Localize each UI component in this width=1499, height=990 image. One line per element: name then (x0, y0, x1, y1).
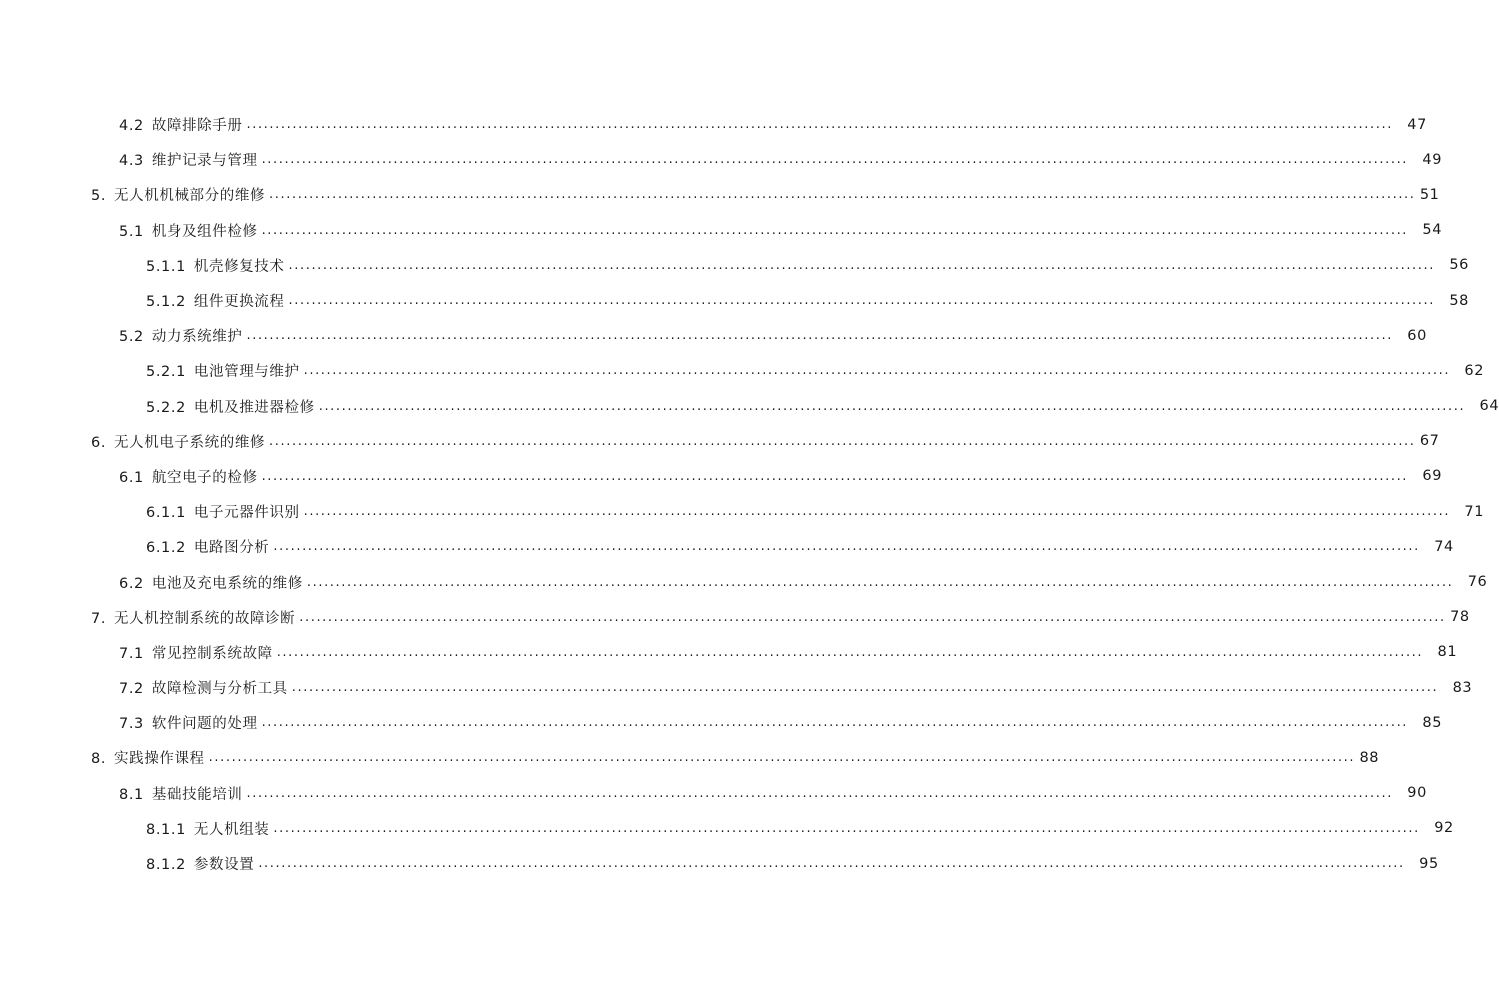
toc-entry-label (146, 255, 289, 276)
toc-entry-label (91, 747, 209, 768)
toc-entry-title: 机壳修复技术 (193, 258, 285, 275)
toc-entry-title: 动力系统维护 (151, 329, 243, 346)
toc-entry-label (119, 712, 262, 733)
toc-entry-number: 5.1 (119, 223, 144, 240)
toc-entry-number: 6.1.2 (146, 540, 186, 557)
toc-entry-number: 5.2.2 (146, 399, 186, 416)
toc-dot-leader: ........................................................................................................................................................................................................ (288, 293, 1435, 309)
toc-entry[interactable] (0, 353, 1485, 388)
toc-entry-title: 故障检测与分析工具 (151, 681, 288, 698)
toc-entry-title: 实践操作课程 (114, 751, 205, 768)
toc-entry[interactable] (0, 740, 1380, 775)
toc-dot-leader: ........................................................................................................................................................................................................ (276, 644, 1424, 660)
toc-entry-number: 4.3 (119, 153, 144, 170)
toc-dot-leader: ........................................................................................................................................................................................................ (261, 222, 1409, 238)
toc-dot-leader: ........................................................................................................................................................................................................ (246, 117, 1393, 133)
toc-entry[interactable] (0, 564, 1488, 599)
toc-entry-label (146, 360, 304, 381)
toc-entry-title: 电池及充电系统的维修 (151, 575, 303, 592)
toc-entry-number: 8.1 (119, 786, 144, 803)
toc-entry-number: 5.2 (119, 329, 144, 346)
toc-entry-title: 维护记录与管理 (151, 153, 258, 170)
toc-entry-title: 电子元器件识别 (193, 505, 300, 522)
toc-entry-label (119, 572, 307, 593)
toc-dot-leader: ........................................................................................................................................................................................................ (273, 820, 1420, 836)
toc-entry-label (146, 818, 273, 839)
toc-entry-page-number: 74 (1420, 539, 1454, 555)
toc-entry-title: 无人机组装 (193, 821, 270, 838)
toc-entry-number: 7. (91, 610, 107, 627)
toc-entry-page-number: 78 (1446, 609, 1470, 625)
toc-entry-title: 航空电子的检修 (151, 469, 258, 486)
toc-entry-page-number: 67 (1416, 433, 1440, 449)
toc-entry-title: 电池管理与维护 (193, 364, 300, 381)
toc-entry-page-number: 54 (1408, 222, 1442, 238)
toc-dot-leader: ........................................................................................................................................................................................................ (258, 856, 1405, 872)
toc-entry[interactable] (0, 705, 1443, 740)
toc-entry-number: 4.2 (119, 118, 144, 135)
toc-dot-leader: ........................................................................................................................................................................................................ (261, 468, 1409, 484)
toc-entry-number: 5.1.2 (146, 294, 186, 311)
toc-entry-number: 7.3 (119, 716, 144, 733)
toc-entry-label (119, 220, 262, 241)
toc-entry-title: 电路图分析 (193, 540, 270, 557)
toc-entry-page-number: 85 (1408, 715, 1442, 731)
toc-entry-title: 软件问题的处理 (151, 716, 258, 733)
toc-entry[interactable] (0, 424, 1440, 459)
toc-entry-label (119, 642, 277, 663)
toc-entry-label (146, 396, 319, 417)
toc-entry-label (119, 114, 246, 135)
toc-entry-number: 6.1.1 (146, 505, 186, 522)
toc-entry-label (119, 149, 262, 170)
toc-entry-title: 参数设置 (193, 857, 255, 874)
toc-entry-number: 8.1.2 (146, 857, 186, 874)
toc-dot-leader: ........................................................................................................................................................................................................ (299, 609, 1446, 625)
toc-entry-page-number: 60 (1393, 328, 1427, 344)
toc-entry-page-number: 58 (1435, 293, 1469, 309)
toc-dot-leader: ........................................................................................................................................................................................................ (261, 715, 1409, 731)
toc-dot-leader: ........................................................................................................................................................................................................ (208, 750, 1356, 766)
toc-entry-page-number: 76 (1453, 574, 1487, 590)
toc-dot-leader: ........................................................................................................................................................................................................ (246, 328, 1393, 344)
toc-entry[interactable] (0, 389, 1499, 424)
toc-entry-number: 7.2 (119, 681, 144, 698)
toc-entry-title: 无人机机械部分的维修 (114, 188, 266, 205)
toc-entry-title: 组件更换流程 (193, 294, 285, 311)
toc-dot-leader: ........................................................................................................................................................................................................ (306, 574, 1454, 590)
toc-dot-leader: ........................................................................................................................................................................................................ (288, 257, 1435, 273)
toc-entry-page-number: 71 (1450, 504, 1484, 520)
toc-entry-title: 无人机电子系统的维修 (114, 434, 266, 451)
toc-entry-page-number: 56 (1435, 257, 1469, 273)
toc-entry[interactable] (0, 776, 1427, 811)
toc-entry-page-number: 90 (1393, 785, 1427, 801)
toc-entry[interactable] (0, 283, 1469, 318)
toc-entry[interactable] (0, 494, 1485, 529)
toc-entry[interactable] (0, 318, 1427, 353)
toc-entry[interactable] (0, 670, 1473, 705)
table-of-contents (0, 107, 1499, 881)
toc-entry[interactable] (0, 213, 1443, 248)
toc-entry-label (91, 184, 269, 205)
toc-dot-leader: ........................................................................................................................................................................................................ (303, 363, 1451, 379)
toc-entry-page-number: 62 (1450, 363, 1484, 379)
toc-entry-label (146, 290, 289, 311)
toc-entry-number: 6.2 (119, 575, 144, 592)
toc-entry-title: 无人机控制系统的故障诊断 (114, 610, 296, 627)
toc-entry-page-number: 69 (1408, 468, 1442, 484)
toc-entry-number: 7.1 (119, 645, 144, 662)
toc-entry-page-number: 88 (1355, 750, 1379, 766)
toc-dot-leader: ........................................................................................................................................................................................................ (269, 187, 1416, 203)
toc-entry-label (119, 325, 246, 346)
toc-entry-page-number: 92 (1420, 820, 1454, 836)
toc-dot-leader: ........................................................................................................................................................................................................ (269, 433, 1416, 449)
toc-entry[interactable] (0, 811, 1454, 846)
toc-entry-title: 常见控制系统故障 (151, 645, 273, 662)
toc-entry[interactable] (0, 248, 1469, 283)
toc-entry-label (119, 783, 246, 804)
toc-entry-label (146, 853, 258, 874)
toc-entry-page-number: 64 (1465, 398, 1499, 414)
toc-entry-page-number: 81 (1423, 644, 1457, 660)
toc-entry-title: 基础技能培训 (151, 786, 243, 803)
toc-entry-title: 电机及推进器检修 (193, 399, 315, 416)
toc-entry-title: 机身及组件检修 (151, 223, 258, 240)
toc-entry-label (146, 501, 304, 522)
toc-entry[interactable] (0, 177, 1440, 212)
toc-entry-number: 5.1.1 (146, 258, 186, 275)
toc-entry[interactable] (0, 459, 1443, 494)
toc-entry[interactable] (0, 846, 1439, 881)
toc-entry-number: 6. (91, 434, 107, 451)
toc-entry-page-number: 83 (1438, 680, 1472, 696)
toc-entry[interactable] (0, 107, 1427, 142)
toc-entry-number: 6.1 (119, 469, 144, 486)
toc-entry-label (119, 677, 292, 698)
toc-entry-page-number: 49 (1408, 152, 1442, 168)
toc-entry-title: 故障排除手册 (151, 118, 243, 135)
toc-dot-leader: ........................................................................................................................................................................................................ (291, 680, 1439, 696)
toc-entry-page-number: 51 (1416, 187, 1440, 203)
toc-entry-page-number: 95 (1405, 856, 1439, 872)
toc-entry-number: 8.1.1 (146, 821, 186, 838)
toc-entry-page-number: 47 (1393, 117, 1427, 133)
toc-entry-label (146, 536, 273, 557)
toc-entry[interactable] (0, 635, 1458, 670)
toc-dot-leader: ........................................................................................................................................................................................................ (261, 152, 1409, 168)
toc-entry-number: 8. (91, 751, 107, 768)
toc-entry-label (119, 466, 262, 487)
toc-entry-label (91, 607, 299, 628)
toc-dot-leader: ........................................................................................................................................................................................................ (303, 504, 1451, 520)
toc-entry[interactable] (0, 142, 1443, 177)
toc-entry-label (91, 431, 269, 452)
toc-dot-leader: ........................................................................................................................................................................................................ (246, 785, 1393, 801)
toc-entry-number: 5.2.1 (146, 364, 186, 381)
toc-dot-leader: ........................................................................................................................................................................................................ (318, 398, 1466, 414)
toc-entry-number: 5. (91, 188, 107, 205)
toc-entry[interactable] (0, 600, 1470, 635)
toc-dot-leader: ........................................................................................................................................................................................................ (273, 539, 1420, 555)
toc-entry[interactable] (0, 529, 1454, 564)
